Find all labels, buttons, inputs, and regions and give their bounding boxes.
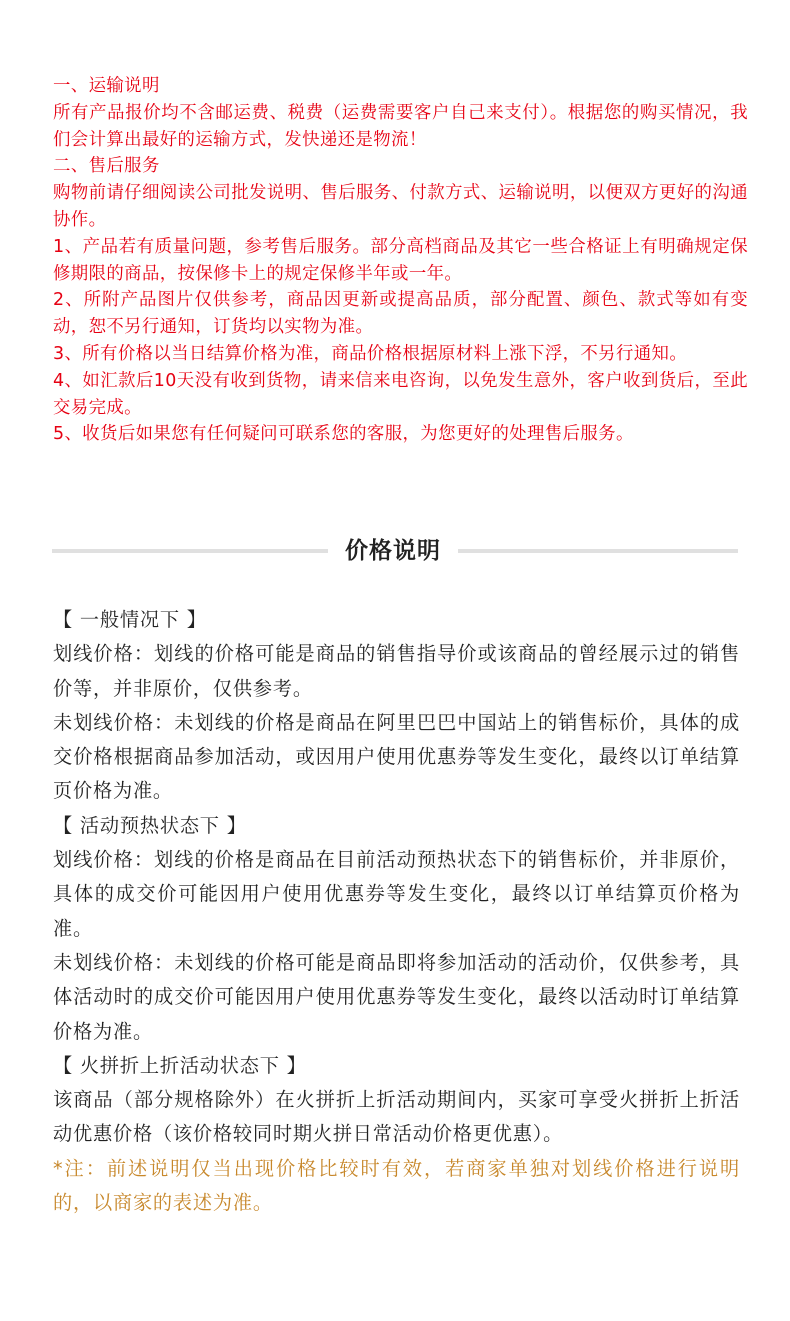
shipping-after-sales-section (53, 73, 748, 448)
general-nonstrike-price-text: 未划线价格：未划线的价格是商品在阿里巴巴中国站上的销售标价，具体的成交价格根据商品参加活动，或因用户使用优惠券等发生变化，最终以订单结算页价格为准。 (53, 710, 740, 803)
after-sales-item: 4、如汇款后10天没有收到货物，请来信来电咨询，以免发生意外，客户收到货后，至此交易完成。 (53, 370, 748, 418)
price-explanation-section (53, 603, 740, 1220)
price-note: *注：前述说明仅当出现价格比较时有效，若商家单独对划线价格进行说明的，以商家的表述为准。 (53, 1156, 740, 1215)
fire-sale-heading: 【 火拼折上折活动状态下 】 (53, 1053, 307, 1077)
shipping-text: 所有产品报价均不含邮运费、税费（运费需要客户自己来支付）。根据您的购买情况，我们会计算出最好的运输方式，发快递还是物流！ (53, 102, 748, 150)
after-sales-item: 2、所附产品图片仅供参考，商品因更新或提高品质，部分配置、颜色、款式等如有变动，恕不另行通知，订货均以实物为准。 (53, 290, 748, 338)
after-sales-intro: 购物前请仔细阅读公司批发说明、售后服务、付款方式、运输说明，以便双方更好的沟通协作。 (53, 183, 748, 230)
after-sales-item: 1、产品若有质量问题，参考售后服务。部分高档商品及其它一些合格证上有明确规定保修期限的商品，按保修卡上的规定保修半年或一年。 (53, 236, 748, 284)
general-strike-price-text: 划线价格：划线的价格可能是商品的销售指导价或该商品的曾经展示过的销售价等，并非原价，仅供参考。 (53, 642, 740, 700)
price-section-title: 价格说明 (345, 538, 441, 564)
after-sales-heading: 二、售后服务 (53, 156, 160, 177)
price-section-header (52, 534, 738, 568)
general-heading: 【 一般情况下 】 (53, 608, 207, 631)
divider-line-right (458, 549, 738, 553)
after-sales-item: 5、收货后如果您有任何疑问可联系您的客服，为您更好的处理售后服务。 (53, 424, 634, 445)
divider-line-left (52, 549, 328, 553)
preheat-strike-price-text: 划线价格：划线的价格是商品在目前活动预热状态下的销售标价，并非原价，具体的成交价可能因用户使用优惠券等发生变化，最终以订单结算页价格为准。 (53, 848, 740, 940)
shipping-heading: 一、运输说明 (53, 76, 160, 96)
preheat-nonstrike-price-text: 未划线价格：未划线的价格可能是商品即将参加活动的活动价，仅供参考，具体活动时的成交价可能因用户使用优惠券等发生变化，最终以活动时订单结算价格为准。 (53, 950, 740, 1043)
preheat-heading: 【 活动预热状态下 】 (53, 813, 247, 837)
fire-sale-text: 该商品（部分规格除外）在火拼折上折活动期间内，买家可享受火拼折上折活动优惠价格（该价格较同时期火拼日常活动价格更优惠）。 (53, 1088, 740, 1146)
after-sales-item: 3、所有价格以当日结算价格为准，商品价格根据原材料上涨下浮，不另行通知。 (53, 343, 688, 364)
